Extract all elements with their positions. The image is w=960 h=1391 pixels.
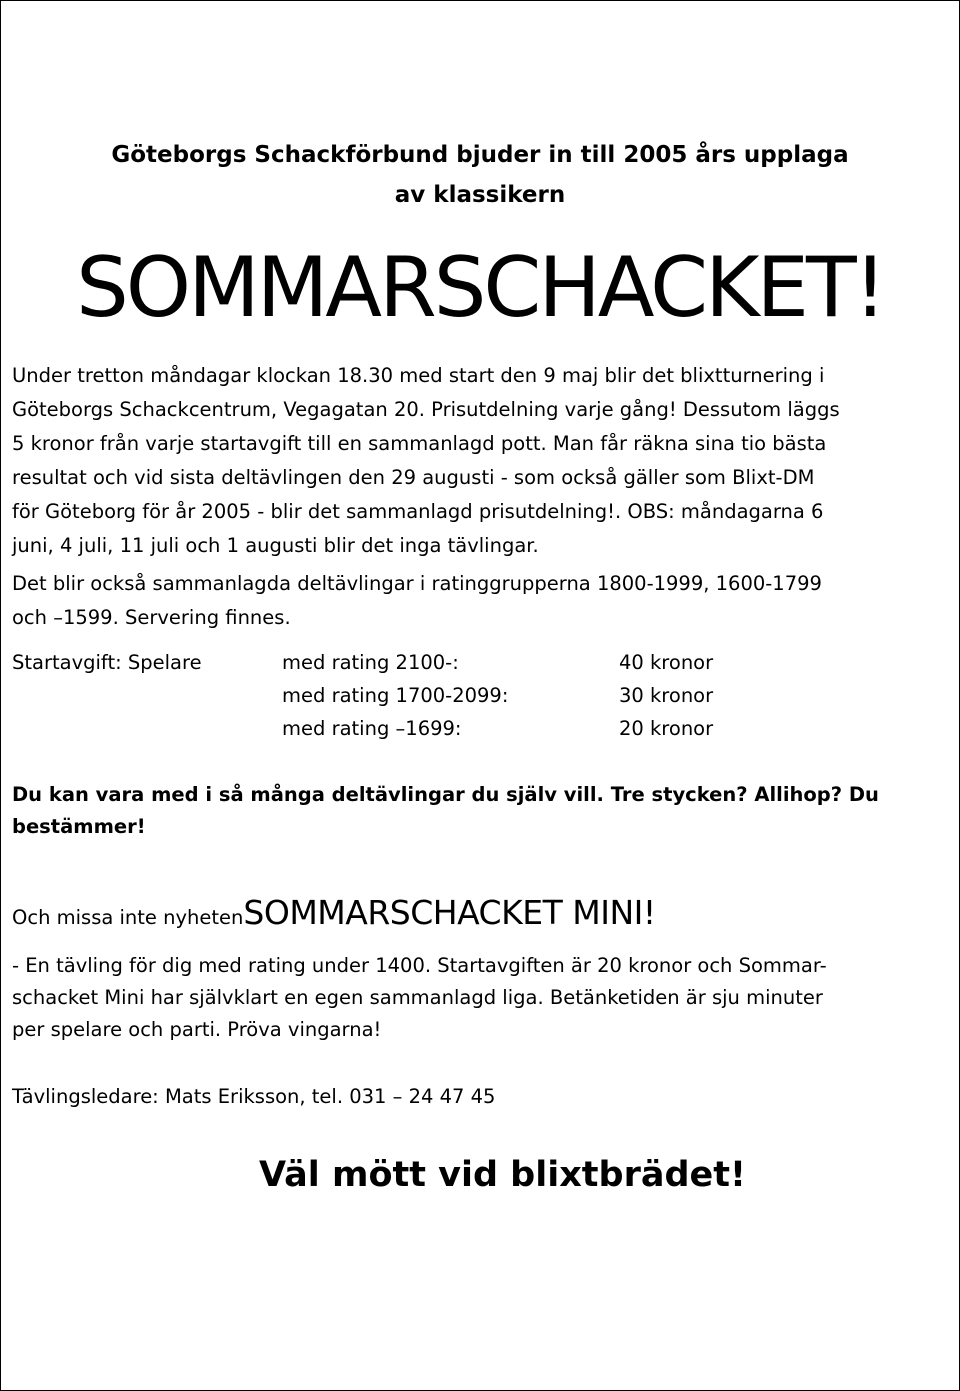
mini-line: per spelare och parti. Pröva vingarna!: [12, 1018, 382, 1041]
mini-lead-text: Och missa inte nyheten: [12, 906, 244, 929]
intro-paragraph: [12, 359, 948, 563]
fee-price: 30 kronor: [619, 684, 714, 707]
groups-line: Det blir också sammanlagda deltävlingar i ratinggrupperna 1800-1999, 1600-1799: [12, 572, 822, 595]
mini-title: SOMMARSCHACKET MINI!: [243, 893, 656, 932]
participation-line: bestämmer!: [12, 815, 146, 838]
groups-line: och –1599. Servering finnes.: [12, 606, 291, 629]
rating-groups-paragraph: [12, 567, 948, 635]
fee-price: 20 kronor: [619, 717, 714, 740]
intro-line: Göteborgs Schackcentrum, Vegagatan 20. Prisutdelning varje gång! Dessutom läggs: [12, 398, 840, 421]
intro-line: för Göteborg för år 2005 - blir det sammanlagd prisutdelning!. OBS: måndagarna 6: [12, 500, 824, 523]
mini-paragraph: [12, 950, 948, 1046]
fee-price: 40 kronor: [619, 651, 714, 674]
intro-line: juni, 4 juli, 11 juli och 1 augusti blir det inga tävlingar.: [12, 534, 539, 557]
fee-rating: med rating –1699:: [282, 717, 462, 740]
intro-line: resultat och vid sista deltävlingen den 29 augusti - som också gäller som Blixt-DM: [12, 466, 815, 489]
participation-paragraph: [12, 779, 948, 843]
event-title: SOMMARSCHACKET!: [76, 239, 884, 336]
closing-line: Väl mött vid blixtbrädet!: [259, 1155, 746, 1195]
mini-line: schacket Mini har självklart en egen sammanlagd liga. Betänketiden är sju minuter: [12, 986, 823, 1009]
invitation-heading: [0, 135, 960, 215]
fee-label: Startavgift: Spelare: [12, 651, 202, 674]
participation-line: Du kan vara med i så många deltävlingar du själv vill. Tre stycken? Allihop? Du: [12, 783, 879, 806]
intro-line: Under tretton måndagar klockan 18.30 med start den 9 maj blir det blixtturnering i: [12, 364, 825, 387]
intro-line: 5 kronor från varje startavgift till en sammanlagd pott. Man får räkna sina tio bästa: [12, 432, 827, 455]
organizer-contact: Tävlingsledare: Mats Eriksson, tel. 031 – 24 47 45: [12, 1085, 496, 1108]
mini-announcement: [12, 893, 948, 937]
heading-line-2: av klassikern: [394, 182, 566, 208]
fee-rating: med rating 1700-2099:: [282, 684, 509, 707]
fee-rating: med rating 2100-:: [282, 651, 459, 674]
mini-line: - En tävling för dig med rating under 1400. Startavgiften är 20 kronor och Sommar-: [12, 954, 827, 977]
heading-line-1: Göteborgs Schackförbund bjuder in till 2005 års upplaga: [111, 142, 849, 168]
